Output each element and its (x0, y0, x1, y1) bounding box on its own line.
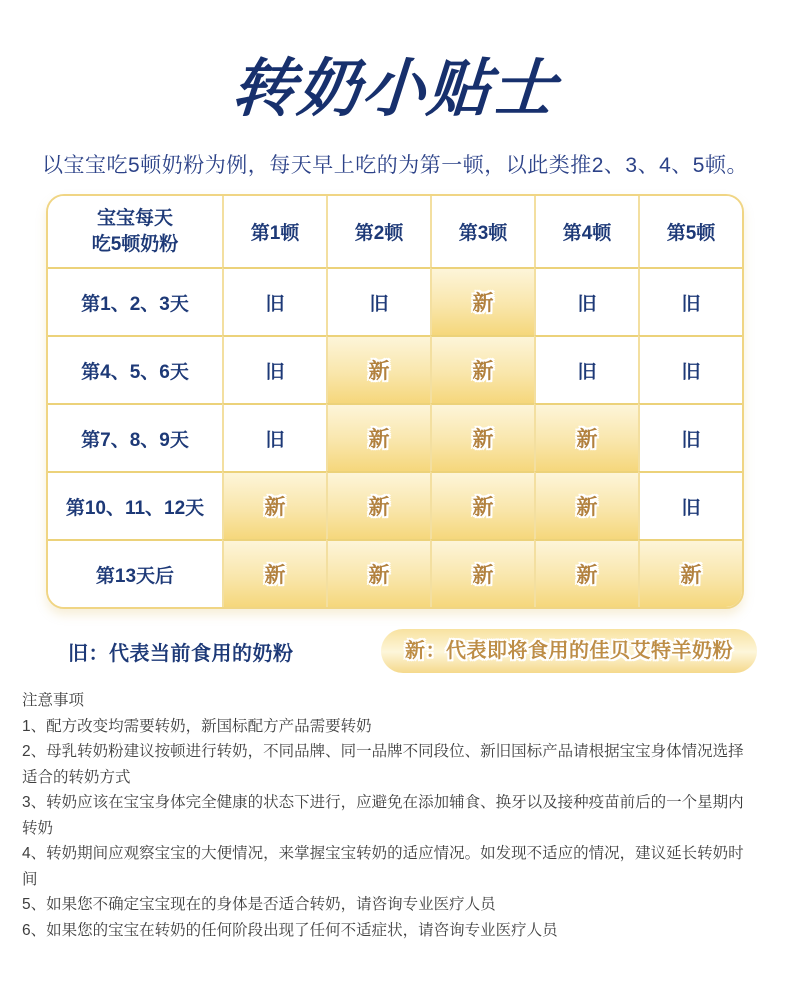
table-cell-old: 旧 (638, 335, 742, 403)
table-cell-new: 新 (430, 267, 534, 335)
legend-old-label: 旧：代表当前食用的奶粉 (68, 642, 294, 665)
table-cell-old: 旧 (638, 403, 742, 471)
note-item-1: 1、配方改变均需要转奶，新国标配方产品需要转奶 (22, 717, 372, 735)
legend (68, 629, 757, 673)
table-cell-old: 旧 (534, 335, 638, 403)
notes-section (0, 688, 790, 943)
table-cell-old: 旧 (222, 267, 326, 335)
table-corner-header (48, 196, 222, 267)
table-cell-new: 新 (430, 335, 534, 403)
notes-heading: 注意事项 (22, 692, 85, 709)
page-title: 转奶小贴士 (229, 54, 560, 124)
table-cell-new: 新 (326, 403, 430, 471)
note-item-6: 6、如果您的宝宝在转奶的任何阶段出现了任何不适症状，请咨询专业医疗人员 (22, 921, 558, 939)
table-row-label: 第1、2、3天 (48, 267, 222, 335)
corner-header-line2: 吃5顿奶粉 (91, 233, 179, 255)
table-cell-old: 旧 (222, 403, 326, 471)
corner-header-line1: 宝宝每天 (96, 207, 173, 229)
table-row-label: 第7、8、9天 (48, 403, 222, 471)
table-cell-old: 旧 (222, 335, 326, 403)
note-item-3: 3、转奶应该在宝宝身体完全健康的状态下进行，应避免在添加辅食、换牙以及接种疫苗前后的一个星期内转奶 (22, 794, 744, 837)
table-cell-new: 新 (534, 471, 638, 539)
transition-schedule-table (46, 194, 744, 609)
table-cell-new: 新 (430, 471, 534, 539)
table-header-meal4: 第4顿 (534, 196, 638, 267)
table-cell-new: 新 (430, 403, 534, 471)
table-cell-new: 新 (222, 471, 326, 539)
table-cell-new: 新 (638, 539, 742, 607)
table-cell-new: 新 (326, 335, 430, 403)
table-cell-new: 新 (326, 471, 430, 539)
table-header-meal1: 第1顿 (222, 196, 326, 267)
note-item-5: 5、如果您不确定宝宝现在的身体是否适合转奶，请咨询专业医疗人员 (22, 896, 496, 913)
table-cell-new: 新 (222, 539, 326, 607)
table-row-label: 第4、5、6天 (48, 335, 222, 403)
table-row-label: 第10、11、12天 (48, 471, 222, 539)
table-cell-new: 新 (430, 539, 534, 607)
table-cell-new: 新 (326, 539, 430, 607)
note-item-4: 4、转奶期间应观察宝宝的大便情况，来掌握宝宝转奶的适应情况。如发现不适应的情况，建议延长转奶时间 (22, 845, 744, 888)
table-cell-old: 旧 (638, 471, 742, 539)
table-row-label: 第13天后 (48, 539, 222, 607)
intro-text: 以宝宝吃5顿奶粉为例，每天早上吃的为第一顿，以此类推2、3、4、5顿。 (42, 154, 748, 177)
formula-transition-infographic (0, 38, 790, 984)
table-header-meal3: 第3顿 (430, 196, 534, 267)
table-cell-new: 新 (534, 539, 638, 607)
table-header-meal2: 第2顿 (326, 196, 430, 267)
table-cell-old: 旧 (326, 267, 430, 335)
table-cell-new: 新 (534, 403, 638, 471)
table-cell-old: 旧 (534, 267, 638, 335)
note-item-2: 2、母乳转奶粉建议按顿进行转奶，不同品牌、同一品牌不同段位、新旧国标产品请根据宝宝身体情况选择适合的转奶方式 (22, 743, 744, 786)
legend-new-pill: 新：代表即将食用的佳贝艾特羊奶粉 (381, 629, 757, 673)
table-cell-old: 旧 (638, 267, 742, 335)
table-header-meal5: 第5顿 (638, 196, 742, 267)
